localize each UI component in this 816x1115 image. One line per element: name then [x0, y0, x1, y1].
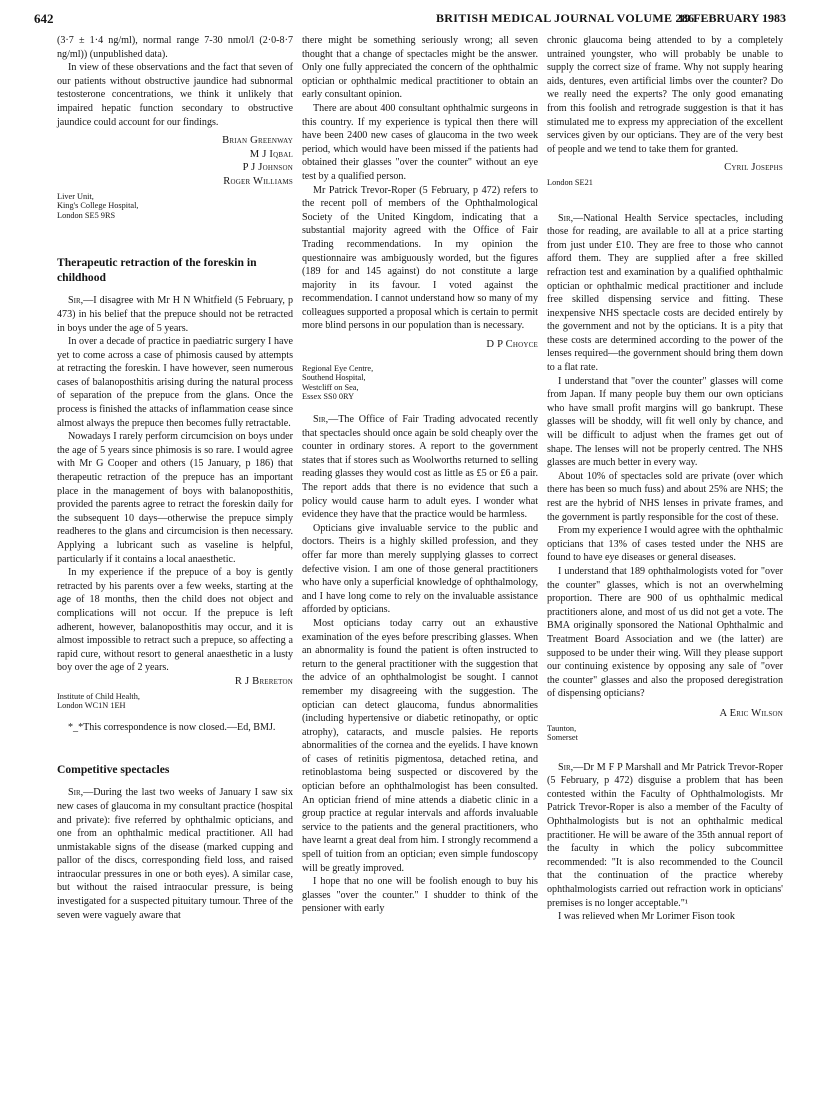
address-line: Taunton,: [547, 723, 577, 733]
signature: Roger Williams: [223, 175, 293, 187]
issue-date: 19 FEBRUARY 1983: [678, 11, 786, 25]
article-heading: Therapeutic retraction of the foreskin in childhood: [57, 256, 257, 285]
editor-note: *_*This correspondence is now closed.—Ed, BMJ.: [68, 721, 276, 733]
page-number: 642: [34, 11, 54, 26]
paragraph: [547, 761, 783, 911]
address-line: Southend Hospital,: [302, 373, 366, 383]
address-line: Somerset: [547, 733, 578, 743]
paragraph-text: —During the last two weeks of January I saw six new cases of glaucoma in my consultant practice (hospital and private): five referred by ophthalmic opticians, and one from an ophthalmic medical practitioner. All had unmistakable signs of the disease (marked cupping and pallor of the discs, corresponding field loss, and raised intraocular pressures in one or both eyes). A similar case, but without the raised intraocular pressure, is being investigated for a suspected pituitary tumour. Three of the seven were vaguely aware that: [57, 787, 293, 921]
salutation: Sir,: [68, 295, 84, 307]
address: [57, 692, 293, 711]
paragraph: In over a decade of practice in paediatric surgery I have yet to come across a case of phimosis caused by attempts at retracting the foreskin. I have however, seen numerous cases of balanoposthitis arising during the natural process of separation of the prepuce from the glans. Once the process is finished the attacks of inflammation cease since almost always the prepuce then becomes fully retractable.: [57, 336, 293, 429]
paragraph: About 10% of spectacles sold are private (over which there has been so much fuss) and about 25% are NHS; the rest are the hybrid of NHS lenses in private frames, and the government is partly responsible for the cost of these.: [547, 470, 783, 523]
address: [547, 724, 783, 743]
paragraph: [57, 786, 293, 922]
signature: Cyril Josephs: [724, 162, 783, 174]
address-line: King's College Hospital,: [57, 201, 139, 211]
signature: A Eric Wilson: [719, 707, 783, 719]
paragraph: Most opticians today carry out an exhaustive examination of the eyes before prescribing glasses. When an abnormality is found the patient is often instructed to return to the general practitioner with the suggestion that the advice of an ophthalmologist be sought. I cannot remember my disagreeing with the suggestion. The optician can detect glaucoma, fundus abnormalities (including hypertensive or diabetic retinopathy, or optic atrophy), cataracts, and muscle palsies. He reports abnormalities of the cornea and the eyelids. I have known of cases of retinitis pigmentosa, detached retina, and retinoblastoma being suspected or discovered by the optician before an ophthalmologist has been consulted. An optician friend of mine attends a diabetic clinic in a group practice at regular intervals and affords invaluable service to the patients and the general practitioners, who have learnt a great deal from him. I strongly recommend a spell of tuition from an optician; even simple fundoscopy will be greatly improved.: [302, 617, 538, 874]
address-line: Westcliff on Sea,: [302, 382, 359, 392]
column-2: [302, 34, 538, 916]
address-line: Regional Eye Centre,: [302, 363, 374, 373]
paragraph-text: —National Health Service spectacles, including those for reading, are available to all at a price starting from just under £10. They are free to those who cannot afford them. They are supplied after a free skilled refraction test and examination by a qualified ophthalmic optician or ophthalmic medical practitioner and include free skilled dispensing service and fitting. These inexpensive NHS spectacle costs are decided entirely by the government and not by the opticians. It is a pity that these costs are determined according to the power of the lenses required—the government should bring them down to a flat rate.: [547, 212, 783, 374]
signature: M J Iqbal: [249, 148, 293, 160]
signature: R J Brereton: [234, 675, 293, 687]
column-1: [57, 34, 293, 922]
paragraph-continued: (3·7 ± 1·4 ng/ml), normal range 7-30 nmol/l (2·0-8·7 ng/ml)) (unpublished data).: [57, 35, 293, 60]
address-line: Essex SS0 0RY: [302, 392, 355, 402]
column-3: [547, 34, 783, 924]
signatures-block: [57, 134, 293, 188]
paragraph: In my experience if the prepuce of a boy is gently retracted by his parents over a few weeks, starting at the age of 18 months, then the child does not object and complications will not occur. If the prepuce is left adherent, however, balanoposthitis may occur, and it is almost impossible to retract such a prepuce, so affecting a rapid cure, without resort to general anaesthetic in a lusty boy over the age of 2 years.: [57, 567, 293, 674]
paragraph: Nowadays I rarely perform circumcision on boys under the age of 5 years since phimosis is so rare. I would agree with Mr G Cooper and others (15 January, p 186) that therapeutic retraction of the prepuce has an important place in the management of boys with balanoposthitis, provided the parents agree to retract the foreskin daily for the subsequent 10 days—otherwise the prepuce simply readheres to the glans and circumcision is then necessary. Applying a lubricant such as vaseline is helpful, particularly if it contains a local anaesthetic.: [57, 431, 293, 565]
paragraph-continued: there might be something seriously wrong; all seven thought that a change of spectacles might be the answer. Only one fully appreciated the concern of the ophthalmic optician or ophthalmic medical practitioner to obtain an early consultant opinion.: [302, 35, 538, 101]
paragraph-text: —Dr M F P Marshall and Mr Patrick Trevor-Roper (5 February, p 472) disguise a problem that has been contested within the Faculty of Ophthalmologists. Mr Patrick Trevor-Roper is also a member of the Faculty of Ophthalmologists but is not an ophthalmic medical practitioner. He will be aware of the 35th annual report of the faculty in which the policy subcommittee recommended: "It is also recommended to the Council that the continuation of the practice whereby ophthalmologists carried out refraction work in opticians' premises is no longer acceptable."¹: [547, 761, 783, 909]
address: [547, 178, 783, 188]
journal-title: BRITISH MEDICAL JOURNAL VOLUME 286: [436, 11, 695, 25]
paragraph: I understand that "over the counter" glasses will come from Japan. If many people buy them our own opticians who have small profit margins will go bankrupt. These glasses will be shoddy, will fit well only by chance, and will be difficult to adjust when the frames get out of shape. The lenses will not be properly centred. The NHS glasses are much better in every way.: [547, 375, 783, 469]
paragraph: There are about 400 consultant ophthalmic surgeons in this country. If my experience is typical then there will have been 2400 new cases of glaucoma in the two week period, which would have been missed if the patients had obtained their glasses "over the counter" without an eye test by a qualified person.: [302, 102, 538, 182]
salutation: Sir,: [68, 787, 84, 799]
paragraph: [302, 413, 538, 522]
paragraph-text: —The Office of Fair Trading advocated recently that spectacles should once again be sold cheaply over the counter in ordinary stores. A report to the government states that if stores such as Woolworths returned to selling reading glasses they would cost as little as £5 or £6 a pair. The report adds that there is no evidence that such a policy would cause harm to adult eyes. I wonder what evidence they have that the practice would be harmless.: [302, 414, 538, 521]
salutation: Sir,: [558, 212, 574, 224]
paragraph: I understand that 189 ophthalmologists voted for "over the counter" glasses, which is not an overwhelming proportion. There are 900 of us ophthalmic medical practitioners alone, and most of us did not get a vote. The BMA originally sponsored the National Ophthalmic and Treatment Board Association and we (the latter) are supposed to be under their wing. Will they please support our continuing existence by opposing any sale of "over the counter" glasses and also the proposed deregistration of dispensing opticians?: [547, 565, 783, 700]
salutation: Sir,: [558, 761, 574, 773]
paragraph: Opticians give invaluable service to the public and doctors. Theirs is a highly skilled profession, and they offer far more than merely supplying glasses to correct defective vision. I am one of those general practitioners who have only a superficial knowledge of ophthalmology, and I have long come to rely on the invaluable assistance afforded by opticians.: [302, 522, 538, 616]
paragraph-continued: chronic glaucoma being attended to by a completely untrained youngster, who will probably be unable to supply the correct size of frame. Why not supply hearing aids, dentures, even artificial limbs over the counter? Do we really need the experts? The only good emanating from this foolish and retrograde suggestion is that it has stimulated me to express my appreciation of the excellent services given by our opticians. They are of the very best of people and we tend to take them for granted.: [547, 35, 783, 155]
address: [57, 192, 293, 221]
signature: P J Johnson: [242, 162, 293, 174]
paragraph: [547, 212, 783, 375]
paragraph: I was relieved when Mr Lorimer Fison took: [558, 911, 735, 923]
signature: Brian Greenway: [222, 135, 293, 147]
address-line: Institute of Child Health,: [57, 691, 140, 701]
address-line: London WC1N 1EH: [57, 701, 126, 711]
salutation: Sir,: [313, 414, 329, 426]
address-line: London SE21: [547, 177, 593, 187]
paragraph: In view of these observations and the fact that seven of our patients without obstructive jaundice had subnormal testosterone concentrations, we think it unlikely that impaired hepatic function secondary to obstructive jaundice could account for our findings.: [57, 62, 293, 128]
signature: D P Choyce: [486, 339, 538, 351]
address-line: Liver Unit,: [57, 191, 94, 201]
address-line: London SE5 9RS: [57, 210, 116, 220]
page-header: [34, 11, 786, 27]
paragraph: [57, 294, 293, 335]
article-heading: Competitive spectacles: [57, 763, 170, 777]
paragraph-text: —I disagree with Mr H N Whitfield (5 February, p 473) in his belief that the prepuce should not be retracted in boys under the age of 5 years.: [57, 295, 293, 334]
paragraph: Mr Patrick Trevor-Roper (5 February, p 472) refers to the recent poll of members of the Ophthalmological Society of the United Kingdom, indicating that a substantial majority agreed with the Office of Fair Trading recommendations. In my opinion the questionnaire was ambiguously worded, but the figures (189 for and 145 against) do not constitute a large majority in its favour. I voted against the recommendation. I cannot understand how so many of my colleagues supported a proposal which is certain to permit more blind persons in our population than is necessary.: [302, 184, 538, 332]
address: [302, 364, 538, 402]
paragraph: I hope that no one will be foolish enough to buy his glasses "over the counter." I shudder to think of the pensioner with early: [302, 876, 538, 915]
paragraph: From my experience I would agree with the ophthalmic opticians that 13% of cases tested under the NHS are found to have eye diseases or general diseases.: [547, 525, 783, 564]
